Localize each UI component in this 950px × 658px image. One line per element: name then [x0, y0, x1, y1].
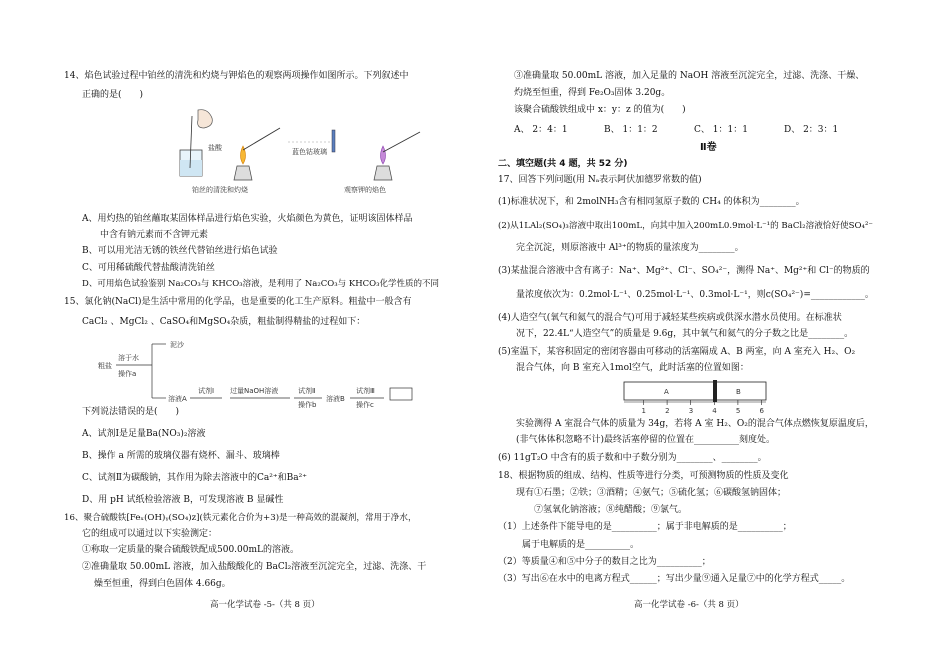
q16-stem-cont: 它的组成可以通过以下实验测定：	[82, 529, 218, 539]
page-number-6: 高一化学试卷 -6-（共 8 页）	[634, 600, 744, 610]
left-page	[0, 0, 470, 658]
q15-option-c: C、试剂Ⅱ为碳酸钠，其作用为除去溶液中的Ca²⁺和Ba²⁺	[82, 473, 307, 483]
flow-op-b: 操作b	[298, 401, 317, 408]
q16-ask: 该聚合硫酸铁组成中 x：y：z 的值为( )	[514, 105, 686, 115]
q14-option-d: D、可用焰色试验鉴别 Na₂CO₃与 KHCO₃溶液，是利用了 Na₂CO₃与 KHCO₃化学性质的不同	[82, 279, 439, 289]
q15-stem-cont: CaCl₂ 、MgCl₂ 、CaSO₄和MgSO₄杂质，粗盐制得精盐的过程如下：	[82, 317, 366, 327]
q14-option-a: A、用灼热的铂丝蘸取某固体样品进行焰色实验，火焰颜色为黄色，证明该固体样品	[82, 214, 413, 224]
section-title: 二、填空题(共 4 题，共 52 分)	[498, 159, 628, 169]
q17-part-5-ask: (非气体体积忽略不计)最终活塞停留的位置在__________刻度处。	[516, 435, 776, 445]
flow-crude-salt: 粗盐	[98, 362, 112, 370]
q15-stem: 15、氯化钠(NaCl)是生活中常用的化学品，也是重要的化工生产原料。粗盐中一般含有	[64, 297, 412, 307]
q16-step-1: ①称取一定质量的聚合硫酸铁配成500.00mL的溶液。	[82, 545, 300, 555]
scale-tick-label: 3	[688, 407, 694, 415]
flow-solution-a: 溶液A	[168, 395, 187, 403]
flow-sand: 泥沙	[170, 341, 184, 349]
salt-purification-flow	[94, 334, 424, 408]
q18-stem: 18、根据物质的组成、结构、性质等进行分类，可预测物质的性质及变化	[498, 471, 789, 481]
q16-step-3: ③准确量取 50.00mL 溶液，加入足量的 NaOH 溶液至沉淀完全，过滤、洗涤、干燥、	[514, 71, 865, 81]
q18-list: 现有①石墨；②铁；③酒精；④氨气；⑤硫化氢；⑥碳酸氢钠固体；	[516, 488, 787, 498]
q14-option-a-cont: 中含有钠元素而不含钾元素	[100, 230, 209, 240]
scale-tick-label: 2	[665, 407, 670, 415]
q14-stem: 14、焰色试验过程中铂丝的清洗和灼烧与钾焰色的观察两项操作如图所示。下列叙述中	[64, 71, 409, 81]
q16-step-3-cont: 灼烧至恒重，得到 Fe₂O₃固体 3.20g。	[514, 88, 671, 98]
container-box	[624, 382, 766, 400]
flow-reagent-3: 试剂Ⅲ	[356, 387, 375, 395]
q17-part-3: (3)某盐混合溶液中含有离子：Na⁺、Mg²⁺、Cl⁻、SO₄²⁻，测得 Na⁺、Mg²⁺和 Cl⁻的物质的	[498, 266, 870, 276]
q16-step-2-cont: 燥至恒重，得到白色固体 4.66g。	[94, 579, 231, 589]
q17-part-1: (1)标准状况下，和 2molNH₃含有相同氢原子数的 CH₄ 的体积为________。	[498, 197, 805, 207]
flow-dissolve: 溶于水	[118, 354, 139, 362]
q15-ask: 下列说法错误的是( )	[82, 407, 180, 417]
cobalt-glass	[332, 130, 335, 152]
q17-part-2-cont: 完全沉淀，则原溶液中 Al³⁺的物质的量浓度为________。	[516, 243, 744, 253]
q18-part-1: （1）上述条件下能导电的是__________；属于非电解质的是__________；	[498, 522, 792, 532]
q15-option-d: D、用 pH 试纸检验溶液 B，可发现溶液 B 显碱性	[82, 495, 284, 505]
q16-option-d: D、 2：3：1	[784, 125, 839, 135]
volume-title: Ⅱ卷	[700, 142, 717, 153]
q17-part-6: (6) 11gT₂O 中含有的质子数和中子数分别为________、________。	[498, 453, 767, 463]
label-cobalt-glass: 蓝色钴玻璃	[292, 148, 327, 156]
label-hcl: 盐酸	[208, 144, 222, 152]
piston	[713, 380, 717, 402]
flow-naoh: 过量NaOH溶液	[230, 387, 279, 395]
q16-step-2: ②准确量取 50.00mL 溶液，加入盐酸酸化的 BaCl₂溶液至沉淀完全，过滤、洗涤、干	[82, 562, 427, 572]
q16-stem: 16、聚合硫酸铁[Feₓ(OH)ᵧ(SO₄)z](铁元素化合价为+3)是一种高效的混凝剂，常用于净水，	[64, 513, 417, 523]
scale-tick-label: 6	[759, 407, 764, 415]
q16-option-c: C、 1：1：1	[694, 125, 748, 135]
flow-solution-b: 溶液B	[326, 395, 345, 403]
q16-option-a: A、 2：4：1	[514, 125, 568, 135]
q15-option-a: A、试剂Ⅰ是足量Ba(NO₃)₂溶液	[82, 429, 206, 439]
flame-icon	[381, 146, 386, 164]
hand-icon	[198, 110, 213, 128]
scale-tick-label: 1	[641, 407, 646, 415]
chamber-b: B	[736, 388, 741, 396]
q15-option-b: B、操作 a 所需的玻璃仪器有烧杯、漏斗、玻璃棒	[82, 451, 280, 461]
q17-part-5-cont: 混合气体，向 B 室充入1mol空气，此时活塞的位置如图：	[516, 363, 749, 373]
right-page	[480, 0, 950, 658]
q17-part-5: (5)室温下，某容积固定的密闭容器由可移动的活塞隔成 A、B 两室，向 A 室充入 H₂、O₂	[498, 347, 856, 357]
q17-stem: 17、回答下列问题(用 Nₐ表示阿伏加德罗常数的值)	[498, 175, 702, 185]
flow-reagent-2: 试剂Ⅱ	[298, 387, 316, 395]
q14-option-b: B、可以用光洁无锈的铁丝代替铂丝进行焰色试验	[82, 246, 278, 256]
q14-option-c: C、可用稀硫酸代替盐酸清洗铂丝	[82, 263, 215, 273]
q18-part-2: （2）等质量④和⑤中分子的数目之比为__________；	[498, 557, 711, 567]
q16-option-b: B、 1：1：2	[604, 125, 658, 135]
q18-list-cont: ⑦氢氧化钠溶液；⑧纯醋酸；⑨氯气。	[534, 505, 688, 515]
q18-part-1-cont: 属于电解质的是__________。	[522, 540, 640, 550]
caption-observe: 观察钾的焰色	[344, 186, 386, 194]
q17-part-4: (4)人造空气(氧气和氦气的混合气)可用于减轻某些疾病或供深水潜水员使用。在标准状	[498, 313, 842, 323]
refined-salt-box	[390, 388, 412, 400]
chamber-a: A	[664, 388, 669, 396]
flow-op-c: 操作c	[356, 401, 374, 408]
q17-part-4-cont: 况下，22.4L“人造空气”的质量是 9.6g，其中氧气和氦气的分子数之比是________。	[516, 329, 854, 339]
q17-part-5-result: 实验测得 A 室混合气体的质量为 34g，若将 A 室 H₂、O₂的混合气体点燃恢复原温度后，	[516, 419, 874, 429]
scale-tick-label: 4	[712, 407, 717, 415]
q14-stem-cont: 正确的是( )	[82, 90, 144, 100]
alcohol-lamp-icon	[234, 166, 252, 180]
flame-test-figure	[170, 106, 450, 194]
flow-reagent-1: 试剂Ⅰ	[198, 387, 215, 395]
scale-tick-label: 5	[735, 407, 741, 415]
caption-clean-burn: 铂丝的清洗和灼烧	[192, 186, 248, 194]
alcohol-lamp-icon	[374, 166, 392, 180]
piston-container	[620, 378, 770, 416]
page-number-5: 高一化学试卷 -5-（共 8 页）	[210, 600, 320, 610]
q17-part-3-cont: 量浓度依次为：0.2mol·L⁻¹、0.25mol·L⁻¹、0.3mol·L⁻¹，则c(SO₄²⁻)=____________。	[516, 290, 874, 300]
q18-part-3: （3）写出⑥在水中的电离方程式______；写出少量⑨通入足量⑦中的化学方程式_____。	[498, 574, 851, 584]
q17-part-2: (2)从1LAl₂(SO₄)₃溶液中取出100mL，向其中加入200mL0.9mol·L⁻¹的 BaCl₂溶液恰好使SO₄²⁻	[498, 221, 873, 231]
flow-op-a: 操作a	[118, 370, 137, 378]
